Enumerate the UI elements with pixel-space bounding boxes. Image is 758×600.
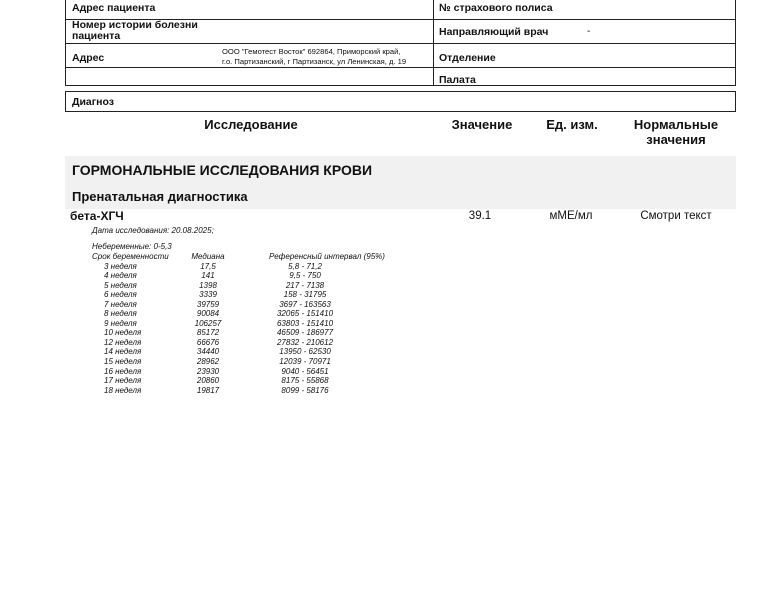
ref-term-cell: 14 неделя xyxy=(104,347,142,357)
ref-interval-cell: 158 - 31795 xyxy=(283,290,327,300)
ref-term-cell: 3 неделя xyxy=(104,261,137,271)
ref-median-cell: 1398 xyxy=(199,280,217,290)
history-label-line2: пациента xyxy=(72,30,121,42)
info-divider xyxy=(433,0,434,85)
patient-address-label: Адрес пациента xyxy=(72,2,156,14)
test-normal: Смотри текст xyxy=(640,210,712,222)
ref-header-interval: Референсный интервал (95%) xyxy=(269,252,385,261)
address-value xyxy=(222,47,406,66)
ref-median-cell: 19817 xyxy=(196,385,220,395)
ref-median-cell: 34440 xyxy=(196,347,220,357)
ref-term-cell: 18 неделя xyxy=(104,385,142,395)
ref-median-cell: 141 xyxy=(201,271,215,281)
ref-interval-cell: 32065 - 151410 xyxy=(276,309,334,319)
diagnosis-label: Диагноз xyxy=(72,96,114,108)
ref-header-median: Медиана xyxy=(191,252,225,261)
ref-interval-cell: 12039 - 70971 xyxy=(279,357,331,367)
ref-median-cell: 20860 xyxy=(196,376,220,386)
column-study: Исследование xyxy=(204,117,298,132)
section-title: ГОРМОНАЛЬНЫЕ ИССЛЕДОВАНИЯ КРОВИ xyxy=(72,162,373,178)
ref-term-cell: 16 неделя xyxy=(104,366,142,376)
ref-median-cell: 28962 xyxy=(196,357,220,367)
section-subtitle: Пренатальная диагностика xyxy=(72,189,248,204)
test-name: бета-ХГЧ xyxy=(70,209,124,223)
ref-interval-cell: 5,8 - 71,2 xyxy=(288,261,322,271)
doctor-value: - xyxy=(587,26,591,37)
ref-median-cell: 23930 xyxy=(196,366,220,376)
test-date-note: Дата исследования: 20.08.2025; xyxy=(92,226,214,235)
ref-term-cell: 12 неделя xyxy=(104,337,142,347)
ref-interval-cell: 9040 - 56451 xyxy=(281,366,329,376)
address-label: Адрес xyxy=(72,52,105,64)
test-unit: мМЕ/мл xyxy=(549,210,593,222)
ref-interval-cell: 9,5 - 750 xyxy=(289,271,321,281)
ref-median-cell: 17,5 xyxy=(200,261,216,271)
ref-interval-cell: 8175 - 55868 xyxy=(281,376,329,386)
ref-median-cell: 3339 xyxy=(199,290,217,300)
ref-interval-cell: 8099 - 58176 xyxy=(281,385,329,395)
ref-term-cell: 17 неделя xyxy=(104,376,142,386)
patient-info-box xyxy=(65,0,736,86)
ref-term-cell: 9 неделя xyxy=(104,318,137,328)
ref-term-cell: 7 неделя xyxy=(104,299,137,309)
doctor-label: Направляющий врач xyxy=(439,26,549,38)
column-value: Значение xyxy=(451,117,513,132)
ref-term-cell: 6 неделя xyxy=(104,290,137,300)
ref-interval-cell: 217 - 7138 xyxy=(285,280,325,290)
ref-median-cell: 85172 xyxy=(196,328,220,338)
ward-label: Палата xyxy=(439,74,476,86)
ref-median-cell: 66676 xyxy=(196,337,220,347)
ref-term-cell: 15 неделя xyxy=(104,357,142,367)
column-normal xyxy=(624,117,728,147)
history-label xyxy=(72,20,198,42)
ref-term-cell: 4 неделя xyxy=(104,271,137,281)
address-value-line2: г.о. Партизанский, г Партизанск, ул Ленинская, д. 19 xyxy=(222,56,407,66)
address-value-line1: ООО "Гемотест Восток" 692864, Приморский край, xyxy=(222,47,401,56)
ref-median-cell: 90084 xyxy=(196,309,220,319)
info-row-1 xyxy=(66,0,735,20)
test-value: 39.1 xyxy=(468,210,492,222)
column-normal-line1: Нормальные xyxy=(633,117,719,132)
column-unit: Ед. изм. xyxy=(546,117,598,132)
ref-header-term: Срок беременности xyxy=(92,252,169,261)
department-label: Отделение xyxy=(439,52,496,64)
ref-term-cell: 5 неделя xyxy=(104,280,137,290)
non-pregnant-note: Небеременные: 0-5,3 xyxy=(92,242,172,251)
ref-median-cell: 106257 xyxy=(194,318,222,328)
ref-interval-cell: 46509 - 186977 xyxy=(276,328,334,338)
diagnosis-box xyxy=(65,91,736,112)
ref-interval-cell: 13950 - 62530 xyxy=(279,347,331,357)
ref-term-cell: 8 неделя xyxy=(104,309,137,319)
ref-term-cell: 10 неделя xyxy=(104,328,142,338)
ref-interval-cell: 3697 - 163563 xyxy=(279,299,331,309)
insurance-label: № страхового полиса xyxy=(439,2,553,14)
ref-interval-cell: 63803 - 151410 xyxy=(276,318,334,328)
column-normal-line2: значения xyxy=(646,132,706,147)
ref-median-cell: 39759 xyxy=(196,299,220,309)
ref-interval-cell: 27832 - 210612 xyxy=(276,337,334,347)
history-label-line1: Номер истории болезни xyxy=(72,19,198,31)
